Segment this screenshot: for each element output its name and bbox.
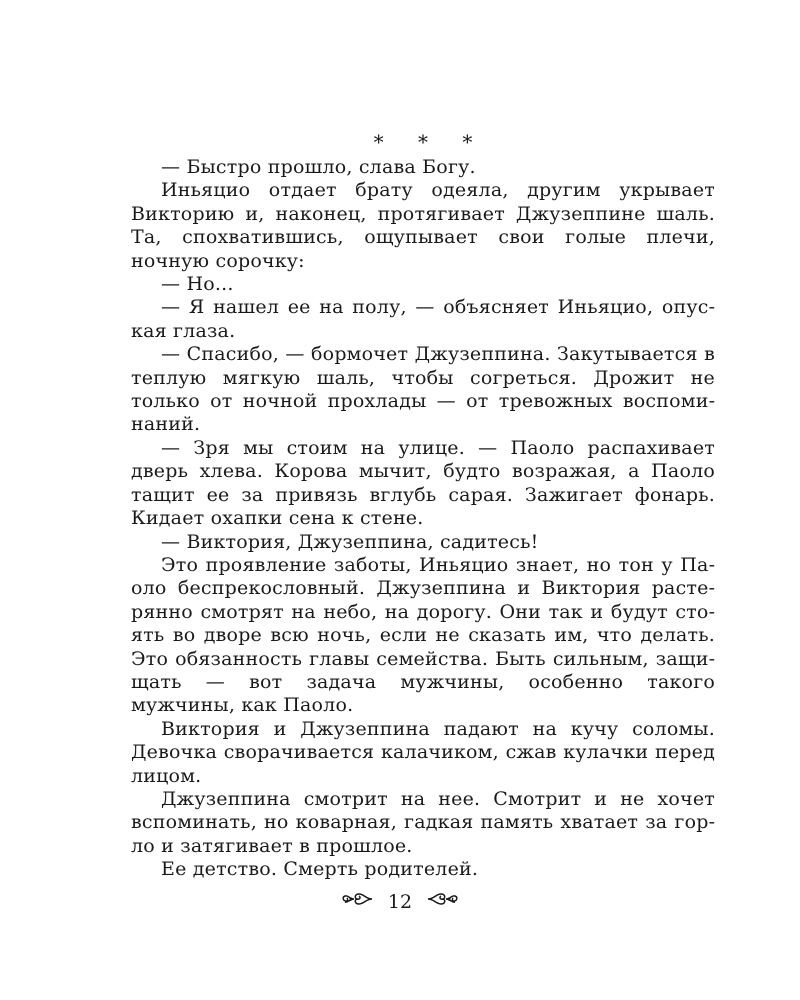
section-separator: * * * <box>373 130 487 154</box>
page-number: 12 <box>387 891 413 913</box>
flourish-left-icon <box>340 887 374 917</box>
paragraph: — Я нашел ее на полу, — объясняет Иньяцио, опуская глаза. <box>131 296 715 342</box>
paragraph: Иньяцио отдает брату одеяла, другим укрывает Викторию и, наконец, протягивает Джузеппине шаль. Та, спохватившись, ощупывает свои голые плечи, ночную сорочку: <box>131 179 715 272</box>
page-footer <box>0 886 800 917</box>
paragraph: Ее детство. Смерть родителей. <box>161 858 479 881</box>
flourish-right-icon <box>426 887 460 917</box>
paragraph: — Но... <box>161 273 234 296</box>
paragraph: Джузеппина смотрит на нее. Смотрит и не хочет вспоминать, но коварная, гадкая память хватает за горло и затягивает в прошлое. <box>131 787 715 857</box>
paragraph: — Зря мы стоим на улице. — Паоло распахивает дверь хлева. Корова мычит, будто возражая, а Паоло тащит ее за привязь вглубь сарая. Зажигает фонарь. Кидает охапки сена к стене. <box>131 436 715 530</box>
paragraph: — Спасибо, — бормочет Джузеппина. Закутывается в теплую мягкую шаль, чтобы согреться. Дрожит не только от ночной прохлады — от тревожных воспоминаний. <box>131 343 715 436</box>
paragraph: — Быстро прошло, слава Богу. <box>161 156 476 178</box>
paragraph: — Виктория, Джузеппина, садитесь! <box>161 530 539 553</box>
page-body <box>131 128 715 882</box>
paragraph: Это проявление заботы, Иньяцио знает, но тон у Паоло беспрекословный. Джузеппина и Виктория растерянно смотрят на небо, на дорогу. Они так и будут стоять во дворе всю ночь, если не сказать им, что делать. Это обязанность главы семейства. Быть сильным, защищать — вот задача мужчины, особенно такого мужчины, как Паоло. <box>131 553 715 717</box>
paragraph: Виктория и Джузеппина падают на кучу соломы. Девочка сворачивается калачиком, сжав кулачки перед лицом. <box>131 717 715 787</box>
